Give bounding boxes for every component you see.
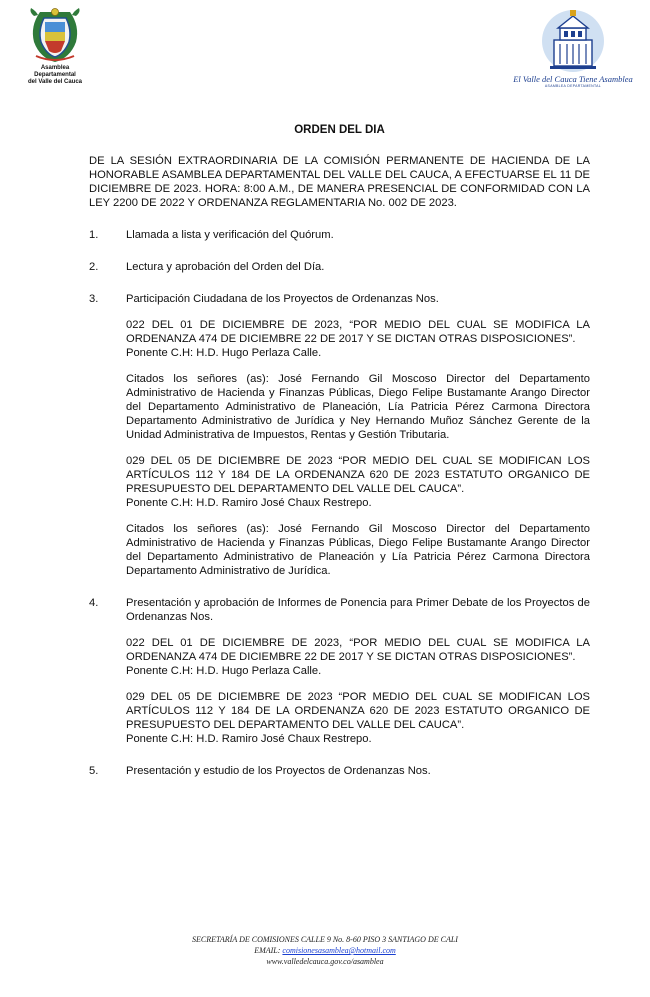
ordinance-ponente: Ponente C.H: H.D. Ramiro José Chaux Restrepo. xyxy=(126,733,372,745)
cited-officials-text: Citados los señores (as): José Fernando Gil Moscoso Director del Departamento Administrativo de Hacienda y Finanzas Públicas, Diego Felipe Bustamante Arango Director del Departamento Administrativo de Planeación, Lía Patricia Pérez Carmona Directora Departamento Administrativo de Jurídica y Ney Hernando Muñoz Sánchez Gerente de la Unidad Administrativa de Impuestos, Rentas y Gestión Tributaria. xyxy=(126,373,590,441)
right-logo-subcaption: ASAMBLEA DEPARTAMENTAL xyxy=(544,84,602,88)
ordinance-project xyxy=(126,454,590,510)
ordinance-description: 029 DEL 05 DE DICIEMBRE DE 2023 “POR MEDIO DEL CUAL SE MODIFICAN LOS ARTÍCULOS 112 Y 184 DE LA ORDENANZA 620 DE 2023 ESTATUTO ORGANICO DE PRESUPUESTO DEL DEPARTAMENTO DEL VALLE DEL CAUCA”. xyxy=(126,455,590,495)
agenda-item xyxy=(89,764,590,778)
agenda-item-number: 1. xyxy=(89,229,99,241)
right-logo-caption: El Valle del Cauca Tiene Asamblea xyxy=(513,74,633,84)
ordinance-description: 029 DEL 05 DE DICIEMBRE DE 2023 “POR MEDIO DEL CUAL SE MODIFICAN LOS ARTÍCULOS 112 Y 184 DE LA ORDENANZA 620 DE 2023 ESTATUTO ORGANICO DE PRESUPUESTO DEL DEPARTAMENTO DEL VALLE DEL CAUCA”. xyxy=(126,691,590,731)
ordinance-ponente: Ponente C.H: H.D. Hugo Perlaza Calle. xyxy=(126,665,322,677)
footer-website[interactable]: www.valledelcauca.gov.co/asamblea xyxy=(266,957,384,966)
agenda-item xyxy=(89,596,590,746)
left-logo-caption-line2: del Valle del Cauca xyxy=(27,79,83,85)
agenda-item xyxy=(89,292,590,578)
left-logo-caption-line1: Asamblea Departamental xyxy=(34,65,76,78)
ordinance-project xyxy=(126,318,590,360)
footer-address: SECRETARÍA DE COMISIONES CALLE 9 No. 8-60 PISO 3 SANTIAGO DE CALI xyxy=(192,935,458,944)
left-logo xyxy=(20,6,90,86)
agenda-item-text: Llamada a lista y verificación del Quórum. xyxy=(126,229,334,241)
ordinance-project xyxy=(126,636,590,678)
agenda-item-number: 3. xyxy=(89,293,99,305)
cited-officials xyxy=(126,372,590,442)
assembly-building-icon xyxy=(540,6,606,76)
agenda-item-number: 2. xyxy=(89,261,99,273)
cited-officials xyxy=(126,522,590,578)
footer-email-label: EMAIL: xyxy=(254,946,283,955)
intro-paragraph: DE LA SESIÓN EXTRAORDINARIA DE LA COMISIÓN PERMANENTE DE HACIENDA DE LA HONORABLE ASAMBLEA DEPARTAMENTAL DEL VALLE DEL CAUCA, A EFECTUARSE EL 11 DE DICIEMBRE DE 2023. HORA: 8:00 A.M., DE MANERA PRESENCIAL DE CONFORMIDAD CON LA LEY 2200 DE 2022 Y ORDENANZA REGLAMENTARIA No. 002 DE 2023. xyxy=(89,155,590,209)
agenda-item-number: 5. xyxy=(89,765,99,777)
ordinance-ponente: Ponente C.H: H.D. Hugo Perlaza Calle. xyxy=(126,347,322,359)
document-body xyxy=(89,123,590,796)
agenda-item-text: Lectura y aprobación del Orden del Día. xyxy=(126,261,325,273)
right-logo xyxy=(508,6,638,88)
left-logo-caption xyxy=(20,65,90,86)
ordinance-ponente: Ponente C.H: H.D. Ramiro José Chaux Restrepo. xyxy=(126,497,372,509)
agenda-item-text: Presentación y estudio de los Proyectos de Ordenanzas Nos. xyxy=(126,765,431,777)
agenda-item-text: Participación Ciudadana de los Proyectos de Ordenanzas Nos. xyxy=(126,293,439,305)
agenda-item xyxy=(89,260,590,274)
footer-email-line xyxy=(0,945,650,956)
ordinance-project xyxy=(126,690,590,746)
footer-email-link[interactable]: comisionesasamblea@hotmail.com xyxy=(282,946,396,955)
page-title: ORDEN DEL DIA xyxy=(294,124,385,136)
ordinance-description: 022 DEL 01 DE DICIEMBRE DE 2023, “POR MEDIO DEL CUAL SE MODIFICA LA ORDENANZA 474 DE DICIEMBRE 22 DE 2017 Y SE DICTAN OTRAS DISPOSICIONES”. xyxy=(126,637,590,663)
ordinance-description: 022 DEL 01 DE DICIEMBRE DE 2023, “POR MEDIO DEL CUAL SE MODIFICA LA ORDENANZA 474 DE DICIEMBRE 22 DE 2017 Y SE DICTAN OTRAS DISPOSICIONES”. xyxy=(126,319,590,345)
page-footer xyxy=(0,934,650,967)
page-header xyxy=(0,0,650,110)
agenda-item-text: Presentación y aprobación de Informes de Ponencia para Primer Debate de los Proyectos de Ordenanzas Nos. xyxy=(126,597,590,623)
agenda-item-number: 4. xyxy=(89,597,99,609)
agenda-item xyxy=(89,228,590,242)
coat-of-arms-icon xyxy=(26,6,84,64)
cited-officials-text: Citados los señores (as): José Fernando Gil Moscoso Director del Departamento Administrativo de Hacienda y Finanzas Públicas, Diego Felipe Bustamante Arango Director del Departamento Administrativo de Planeación y Lía Patricia Pérez Carmona Directora Departamento Administrativo de Jurídica. xyxy=(126,523,590,577)
